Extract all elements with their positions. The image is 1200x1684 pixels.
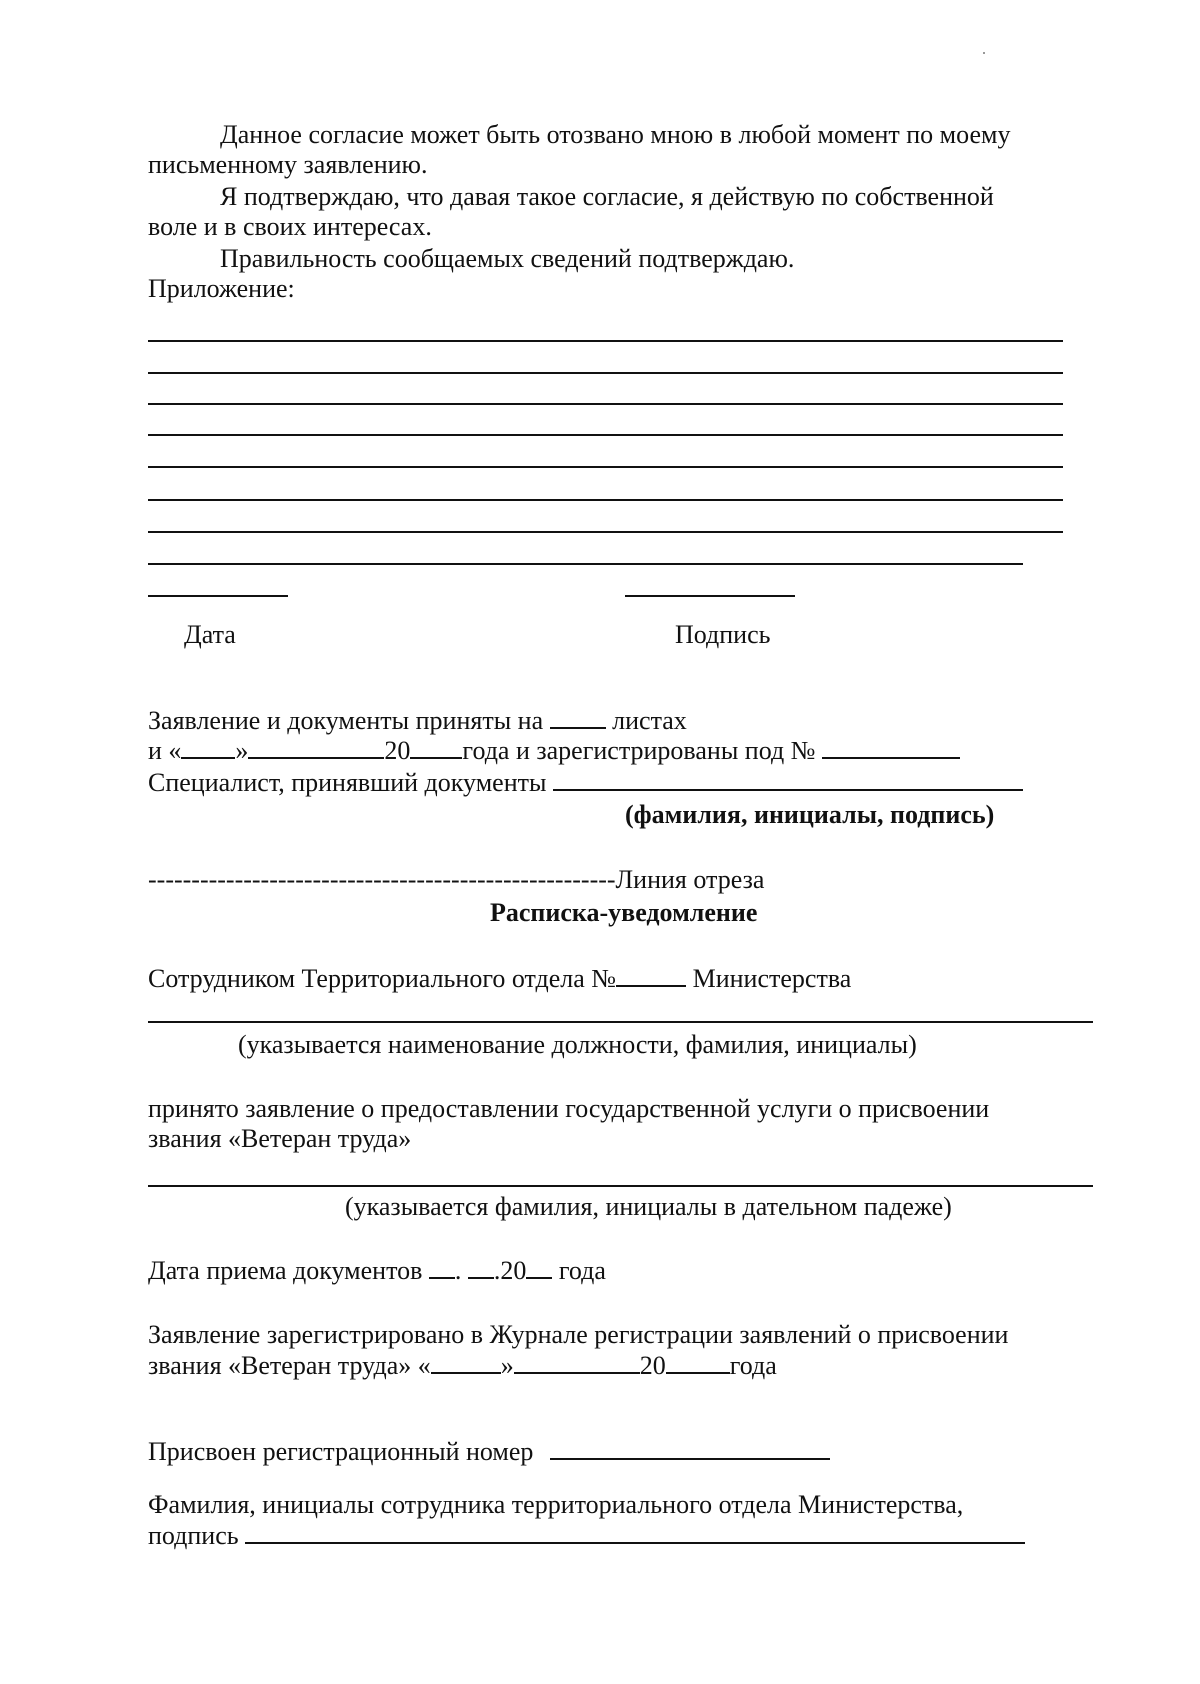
acceptance-number-blank[interactable] xyxy=(822,735,960,759)
attachment-line[interactable] xyxy=(148,531,1063,533)
applicant-name-line[interactable] xyxy=(148,1185,1093,1187)
cut-line-dashes: ------------------------------------------------------ xyxy=(148,865,616,894)
registered-quote-close: » xyxy=(500,1351,514,1380)
employee-name-line[interactable] xyxy=(148,1021,1093,1023)
consent-paragraph-1-line-2: письменному заявлению. xyxy=(148,150,428,179)
acceptance-date-prefix: и « xyxy=(148,736,182,765)
cut-line-label: Линия отреза xyxy=(615,865,765,894)
acceptance-century: 20 xyxy=(384,736,411,765)
employee-hint: (указывается наименование должности, фамилия, инициалы) xyxy=(238,1030,917,1059)
receipt-month-blank[interactable] xyxy=(468,1255,494,1279)
staff-signature-label: подпись xyxy=(148,1521,239,1550)
receipt-ministry-text: Министерства xyxy=(692,964,852,993)
department-number-blank[interactable] xyxy=(616,963,686,987)
acceptance-quote-close: » xyxy=(235,736,249,765)
receipt-date-line xyxy=(148,1255,606,1286)
receipt-employee-line xyxy=(148,963,851,994)
receipt-title: Расписка-уведомление xyxy=(490,898,758,927)
cut-line xyxy=(148,865,764,895)
attachment-line[interactable] xyxy=(148,499,1063,501)
attachment-line[interactable] xyxy=(148,434,1063,436)
attachment-line[interactable] xyxy=(148,372,1063,374)
attachment-line[interactable] xyxy=(148,466,1063,468)
consent-paragraph-2-line-1: Я подтверждаю, что давая такое согласие, я действую по собственной xyxy=(220,182,994,211)
signature-line[interactable] xyxy=(625,595,795,597)
staff-line-1: Фамилия, инициалы сотрудника территориального отдела Министерства, xyxy=(148,1490,964,1519)
registered-month-blank[interactable] xyxy=(514,1350,640,1374)
receipt-date-year-word: года xyxy=(558,1256,606,1285)
receipt-year-blank[interactable] xyxy=(526,1255,552,1279)
sheets-count-blank[interactable] xyxy=(550,705,606,729)
acceptance-registered-text: года и зарегистрированы под № xyxy=(462,736,816,765)
staff-signature-blank[interactable] xyxy=(245,1520,1025,1544)
reg-number-label: Присвоен регистрационный номер xyxy=(148,1437,534,1466)
acceptance-year-blank[interactable] xyxy=(410,735,462,759)
registered-day-blank[interactable] xyxy=(431,1350,501,1374)
receipt-date-century: .20 xyxy=(493,1256,527,1285)
acceptance-sheets-unit: листах xyxy=(612,706,687,735)
receipt-day-blank[interactable] xyxy=(429,1255,455,1279)
consent-paragraph-1-line-1: Данное согласие может быть отозвано мною в любой момент по моему xyxy=(220,120,1011,149)
attachment-line[interactable] xyxy=(148,563,1023,565)
registered-century: 20 xyxy=(639,1351,666,1380)
scan-speck xyxy=(983,52,985,54)
registered-text: звания «Ветеран труда» « xyxy=(148,1351,431,1380)
signature-label: Подпись xyxy=(675,620,771,649)
date-line[interactable] xyxy=(148,595,288,597)
receipt-date-sep: . xyxy=(454,1256,462,1285)
acceptance-line-3 xyxy=(148,767,1023,798)
registered-year-blank[interactable] xyxy=(666,1350,730,1374)
attachment-line[interactable] xyxy=(148,340,1063,342)
acceptance-sheets-text: Заявление и документы приняты на xyxy=(148,706,544,735)
receipt-date-label: Дата приема документов xyxy=(148,1256,423,1285)
specialist-blank[interactable] xyxy=(553,767,1023,791)
acceptance-line-1 xyxy=(148,705,687,736)
specialist-hint: (фамилия, инициалы, подпись) xyxy=(625,800,995,829)
acceptance-line-2 xyxy=(148,735,960,766)
accepted-line-2: звания «Ветеран труда» xyxy=(148,1124,412,1153)
attachment-label: Приложение: xyxy=(148,274,295,303)
reg-number-blank[interactable] xyxy=(550,1436,830,1460)
acceptance-month-blank[interactable] xyxy=(248,735,384,759)
reg-number-line xyxy=(148,1436,830,1467)
date-label: Дата xyxy=(184,620,236,649)
applicant-hint: (указывается фамилия, инициалы в дательном падеже) xyxy=(345,1192,952,1221)
registered-line-2 xyxy=(148,1350,777,1381)
consent-paragraph-3: Правильность сообщаемых сведений подтверждаю. xyxy=(220,244,795,273)
registered-line-1: Заявление зарегистрировано в Журнале регистрации заявлений о присвоении xyxy=(148,1320,1009,1349)
staff-line-2 xyxy=(148,1520,1025,1551)
specialist-label: Специалист, принявший документы xyxy=(148,768,547,797)
registered-year-word: года xyxy=(729,1351,777,1380)
receipt-employee-text: Сотрудником Территориального отдела № xyxy=(148,964,617,993)
attachment-line[interactable] xyxy=(148,403,1063,405)
acceptance-day-blank[interactable] xyxy=(181,735,235,759)
consent-paragraph-2-line-2: воле и в своих интересах. xyxy=(148,212,432,241)
accepted-line-1: принято заявление о предоставлении государственной услуги о присвоении xyxy=(148,1094,990,1123)
